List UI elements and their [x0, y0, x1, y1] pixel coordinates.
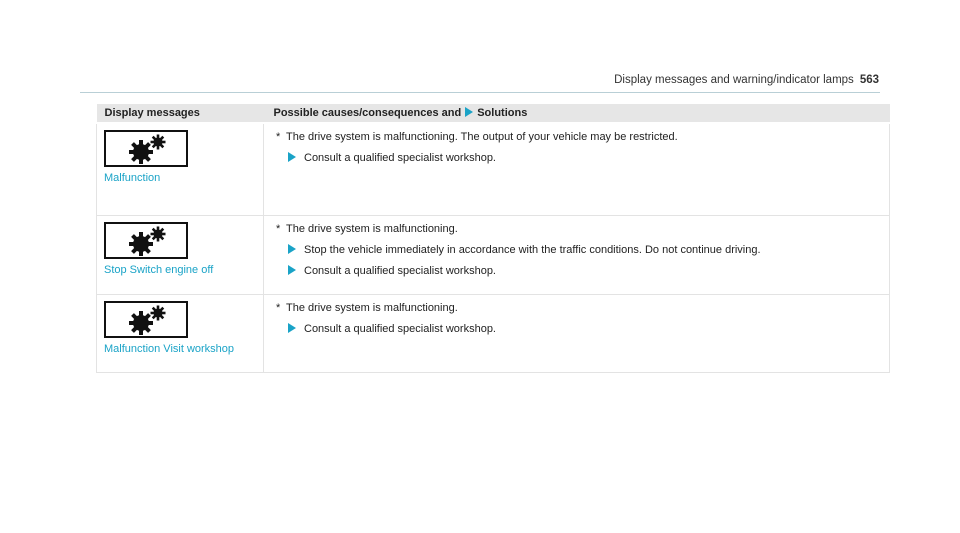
message-cell: [97, 123, 264, 216]
solution-item: [288, 152, 889, 164]
cause-marker: *: [276, 223, 281, 235]
solution-text: Consult a qualified specialist workshop.: [304, 152, 496, 164]
cause-description: The drive system is malfunctioning. The output of your vehicle may be restricted.: [286, 131, 678, 143]
cause-description: The drive system is malfunctioning.: [286, 302, 458, 314]
table-header-row: [97, 104, 890, 123]
solution-item: [288, 244, 889, 256]
gear-malfunction-icon: [126, 226, 172, 258]
solution-text: Consult a qualified specialist workshop.: [304, 323, 496, 335]
table-row: [97, 295, 890, 373]
message-cell: [97, 295, 264, 373]
arrow-icon: [465, 107, 473, 117]
solution-text: Consult a qualified specialist workshop.: [304, 265, 496, 277]
display-message-text: Stop Switch engine off: [104, 264, 214, 276]
lamp-display-box: [104, 130, 188, 167]
cause-marker: *: [276, 131, 281, 143]
cause-text: [276, 302, 889, 314]
col-header-solutions: Solutions: [477, 107, 528, 119]
solution-item: [288, 265, 889, 277]
cause-description: The drive system is malfunctioning.: [286, 223, 458, 235]
lamp-display-box: [104, 222, 188, 259]
lamp-display-box: [104, 301, 188, 338]
table-row: [97, 216, 890, 295]
display-messages-table: [96, 104, 890, 373]
col-header-causes-solutions: [264, 104, 890, 123]
cause-text: [276, 131, 889, 143]
solution-text: Stop the vehicle immediately in accordance with the traffic conditions. Do not continue driving.: [304, 244, 761, 256]
display-message-text: Malfunction: [104, 172, 161, 184]
section-title: Display messages and warning/indicator lamps: [614, 74, 854, 86]
gear-malfunction-icon: [126, 305, 172, 337]
cause-marker: *: [276, 302, 281, 314]
causes-cell: [264, 295, 890, 373]
page-number: 563: [859, 74, 879, 86]
solution-item: [288, 323, 889, 335]
arrow-icon: [288, 323, 296, 333]
gear-malfunction-icon: [126, 134, 172, 166]
table-row: [97, 123, 890, 216]
arrow-icon: [288, 152, 296, 162]
col-header-causes: Possible causes/consequences and: [273, 107, 462, 119]
col-header-display-messages: Display messages: [97, 104, 264, 123]
header-rule: [80, 92, 880, 93]
causes-cell: [264, 123, 890, 216]
arrow-icon: [288, 244, 296, 254]
display-message-text: Malfunction Visit workshop: [104, 343, 235, 355]
running-header: [614, 74, 879, 86]
causes-cell: [264, 216, 890, 295]
cause-text: [276, 223, 889, 235]
message-cell: [97, 216, 264, 295]
arrow-icon: [288, 265, 296, 275]
